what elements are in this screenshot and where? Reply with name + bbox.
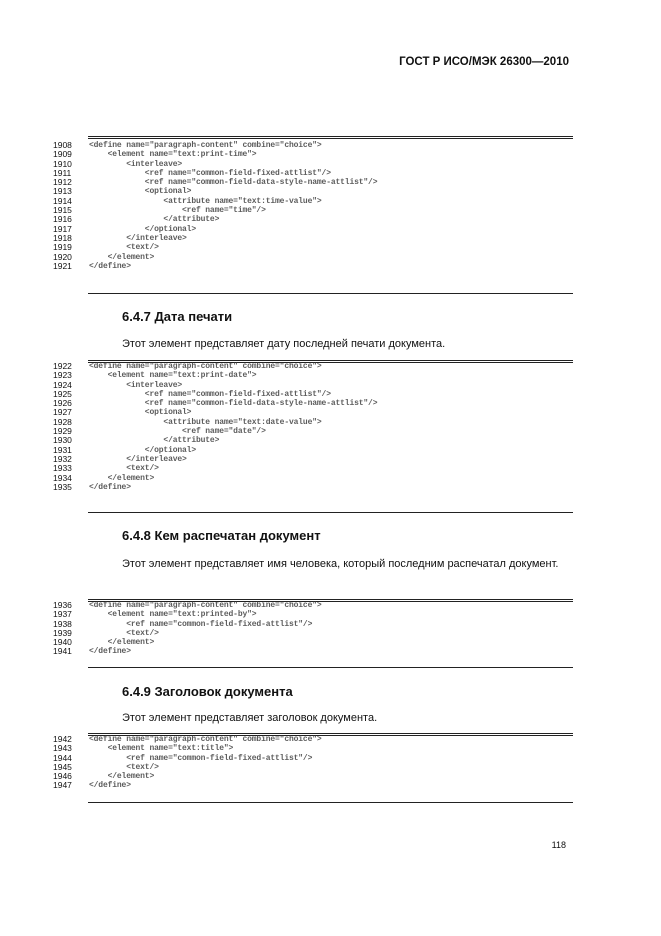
code-text: </element>: [89, 772, 155, 782]
code-line: [53, 735, 573, 744]
line-number: 1919: [53, 242, 72, 253]
line-number: 1940: [53, 637, 72, 648]
code-block: [53, 141, 573, 271]
code-text: <element name="text:print-date">: [89, 371, 257, 381]
line-number: 1944: [53, 752, 72, 763]
code-block-bottom-rule: [88, 667, 573, 668]
line-number: 1922: [53, 361, 72, 371]
line-number: 1939: [53, 627, 72, 638]
code-text: <ref name="common-field-data-style-name-attlist"/>: [89, 399, 378, 409]
code-text: </optional>: [89, 445, 196, 455]
code-block-bottom-rule: [88, 512, 573, 513]
line-number: 1946: [53, 771, 72, 782]
code-text: <text/>: [89, 628, 159, 638]
code-line: [53, 141, 573, 150]
code-line: [53, 638, 573, 647]
code-line: [53, 243, 573, 252]
code-line: [53, 197, 573, 206]
line-number: 1908: [53, 140, 72, 150]
line-number: 1913: [53, 186, 72, 197]
code-text: <ref name="common-field-fixed-attlist"/>: [89, 753, 313, 763]
code-text: <ref name="time"/>: [89, 206, 266, 216]
code-text: </attribute>: [89, 215, 220, 225]
code-line: [53, 620, 573, 629]
code-text: <optional>: [89, 408, 192, 418]
code-text: <interleave>: [89, 380, 183, 390]
code-text: </define>: [89, 781, 131, 791]
code-line: [53, 178, 573, 187]
code-text: </interleave>: [89, 454, 187, 464]
line-number: 1936: [53, 600, 72, 610]
code-line: [53, 744, 573, 753]
section-paragraph: Этот элемент представляет дату последней печати документа.: [122, 338, 446, 350]
line-number: 1930: [53, 435, 72, 446]
code-text: </element>: [89, 473, 155, 483]
line-number: 1942: [53, 734, 72, 744]
line-number: 1937: [53, 609, 72, 620]
line-number: 1926: [53, 398, 72, 409]
code-text: </define>: [89, 647, 131, 657]
line-number: 1920: [53, 251, 72, 262]
code-block: [53, 735, 573, 791]
line-number: 1938: [53, 618, 72, 629]
code-text: <text/>: [89, 762, 159, 772]
line-number: 1928: [53, 416, 72, 427]
page-number: 118: [551, 840, 566, 850]
code-line: [53, 381, 573, 390]
code-line: [53, 362, 573, 371]
code-text: <text/>: [89, 243, 159, 253]
code-line: [53, 234, 573, 243]
code-text: </element>: [89, 252, 155, 262]
section-paragraph: Этот элемент представляет имя человека, который последним распечатал документ.: [122, 558, 559, 570]
code-text: <ref name="date"/>: [89, 427, 266, 437]
code-block: [53, 601, 573, 657]
code-line: [53, 436, 573, 445]
code-line: [53, 483, 573, 492]
code-line: [53, 253, 573, 262]
line-number: 1923: [53, 370, 72, 381]
line-number: 1932: [53, 453, 72, 464]
code-line: [53, 763, 573, 772]
line-number: 1917: [53, 223, 72, 234]
code-line: [53, 408, 573, 417]
code-text: <text/>: [89, 464, 159, 474]
code-line: [53, 754, 573, 763]
code-line: [53, 390, 573, 399]
code-text: </interleave>: [89, 233, 187, 243]
line-number: 1945: [53, 761, 72, 772]
line-number: 1941: [53, 646, 72, 657]
code-text: <define name="paragraph-content" combine="choice">: [89, 735, 322, 744]
code-line: [53, 215, 573, 224]
code-line: [53, 206, 573, 215]
code-line: [53, 169, 573, 178]
code-line: [53, 647, 573, 656]
code-text: </element>: [89, 638, 155, 648]
code-text: <interleave>: [89, 159, 183, 169]
section-heading: 6.4.9 Заголовок документа: [122, 684, 293, 699]
line-number: 1911: [53, 167, 72, 178]
code-line: [53, 150, 573, 159]
code-line: [53, 464, 573, 473]
code-line: [53, 187, 573, 196]
code-text: </optional>: [89, 224, 196, 234]
code-line: [53, 371, 573, 380]
code-text: <element name="text:print-time">: [89, 150, 257, 160]
line-number: 1933: [53, 463, 72, 474]
code-line: [53, 427, 573, 436]
code-text: <ref name="common-field-fixed-attlist"/>: [89, 619, 313, 629]
line-number: 1910: [53, 158, 72, 169]
code-line: [53, 455, 573, 464]
line-number: 1935: [53, 481, 72, 492]
code-line: [53, 601, 573, 610]
code-text: <element name="text:printed-by">: [89, 610, 257, 620]
code-text: </attribute>: [89, 436, 220, 446]
line-number: 1925: [53, 388, 72, 399]
code-text: <define name="paragraph-content" combine="choice">: [89, 362, 322, 371]
code-text: <attribute name="text:date-value">: [89, 417, 322, 427]
code-block: [53, 362, 573, 492]
code-line: [53, 225, 573, 234]
line-number: 1915: [53, 205, 72, 216]
code-text: <attribute name="text:time-value">: [89, 196, 322, 206]
line-number: 1912: [53, 177, 72, 188]
line-number: 1918: [53, 232, 72, 243]
code-line: [53, 781, 573, 790]
code-text: </define>: [89, 482, 131, 492]
code-text: <define name="paragraph-content" combine="choice">: [89, 601, 322, 610]
line-number: 1927: [53, 407, 72, 418]
code-line: [53, 772, 573, 781]
line-number: 1916: [53, 214, 72, 225]
code-block-top-rule: [88, 136, 573, 139]
code-line: [53, 160, 573, 169]
document-header: ГОСТ Р ИСО/МЭК 26300—2010: [399, 56, 569, 68]
code-line: [53, 399, 573, 408]
line-number: 1947: [53, 780, 72, 791]
section-paragraph: Этот элемент представляет заголовок документа.: [122, 712, 378, 724]
line-number: 1934: [53, 472, 72, 483]
line-number: 1914: [53, 195, 72, 206]
section-heading: 6.4.8 Кем распечатан документ: [122, 528, 321, 543]
code-block-bottom-rule: [88, 802, 573, 803]
code-line: [53, 446, 573, 455]
code-line: [53, 610, 573, 619]
code-text: <define name="paragraph-content" combine="choice">: [89, 141, 322, 150]
code-line: [53, 629, 573, 638]
code-text: <element name="text:title">: [89, 744, 234, 754]
line-number: 1924: [53, 379, 72, 390]
code-block-bottom-rule: [88, 293, 573, 294]
code-line: [53, 418, 573, 427]
code-text: <optional>: [89, 187, 192, 197]
line-number: 1929: [53, 426, 72, 437]
code-text: <ref name="common-field-fixed-attlist"/>: [89, 389, 331, 399]
line-number: 1909: [53, 149, 72, 160]
code-line: [53, 262, 573, 271]
code-text: </define>: [89, 261, 131, 271]
section-heading: 6.4.7 Дата печати: [122, 309, 233, 324]
line-number: 1921: [53, 260, 72, 271]
line-number: 1943: [53, 743, 72, 754]
code-text: <ref name="common-field-data-style-name-attlist"/>: [89, 178, 378, 188]
code-line: [53, 474, 573, 483]
line-number: 1931: [53, 444, 72, 455]
code-text: <ref name="common-field-fixed-attlist"/>: [89, 168, 331, 178]
